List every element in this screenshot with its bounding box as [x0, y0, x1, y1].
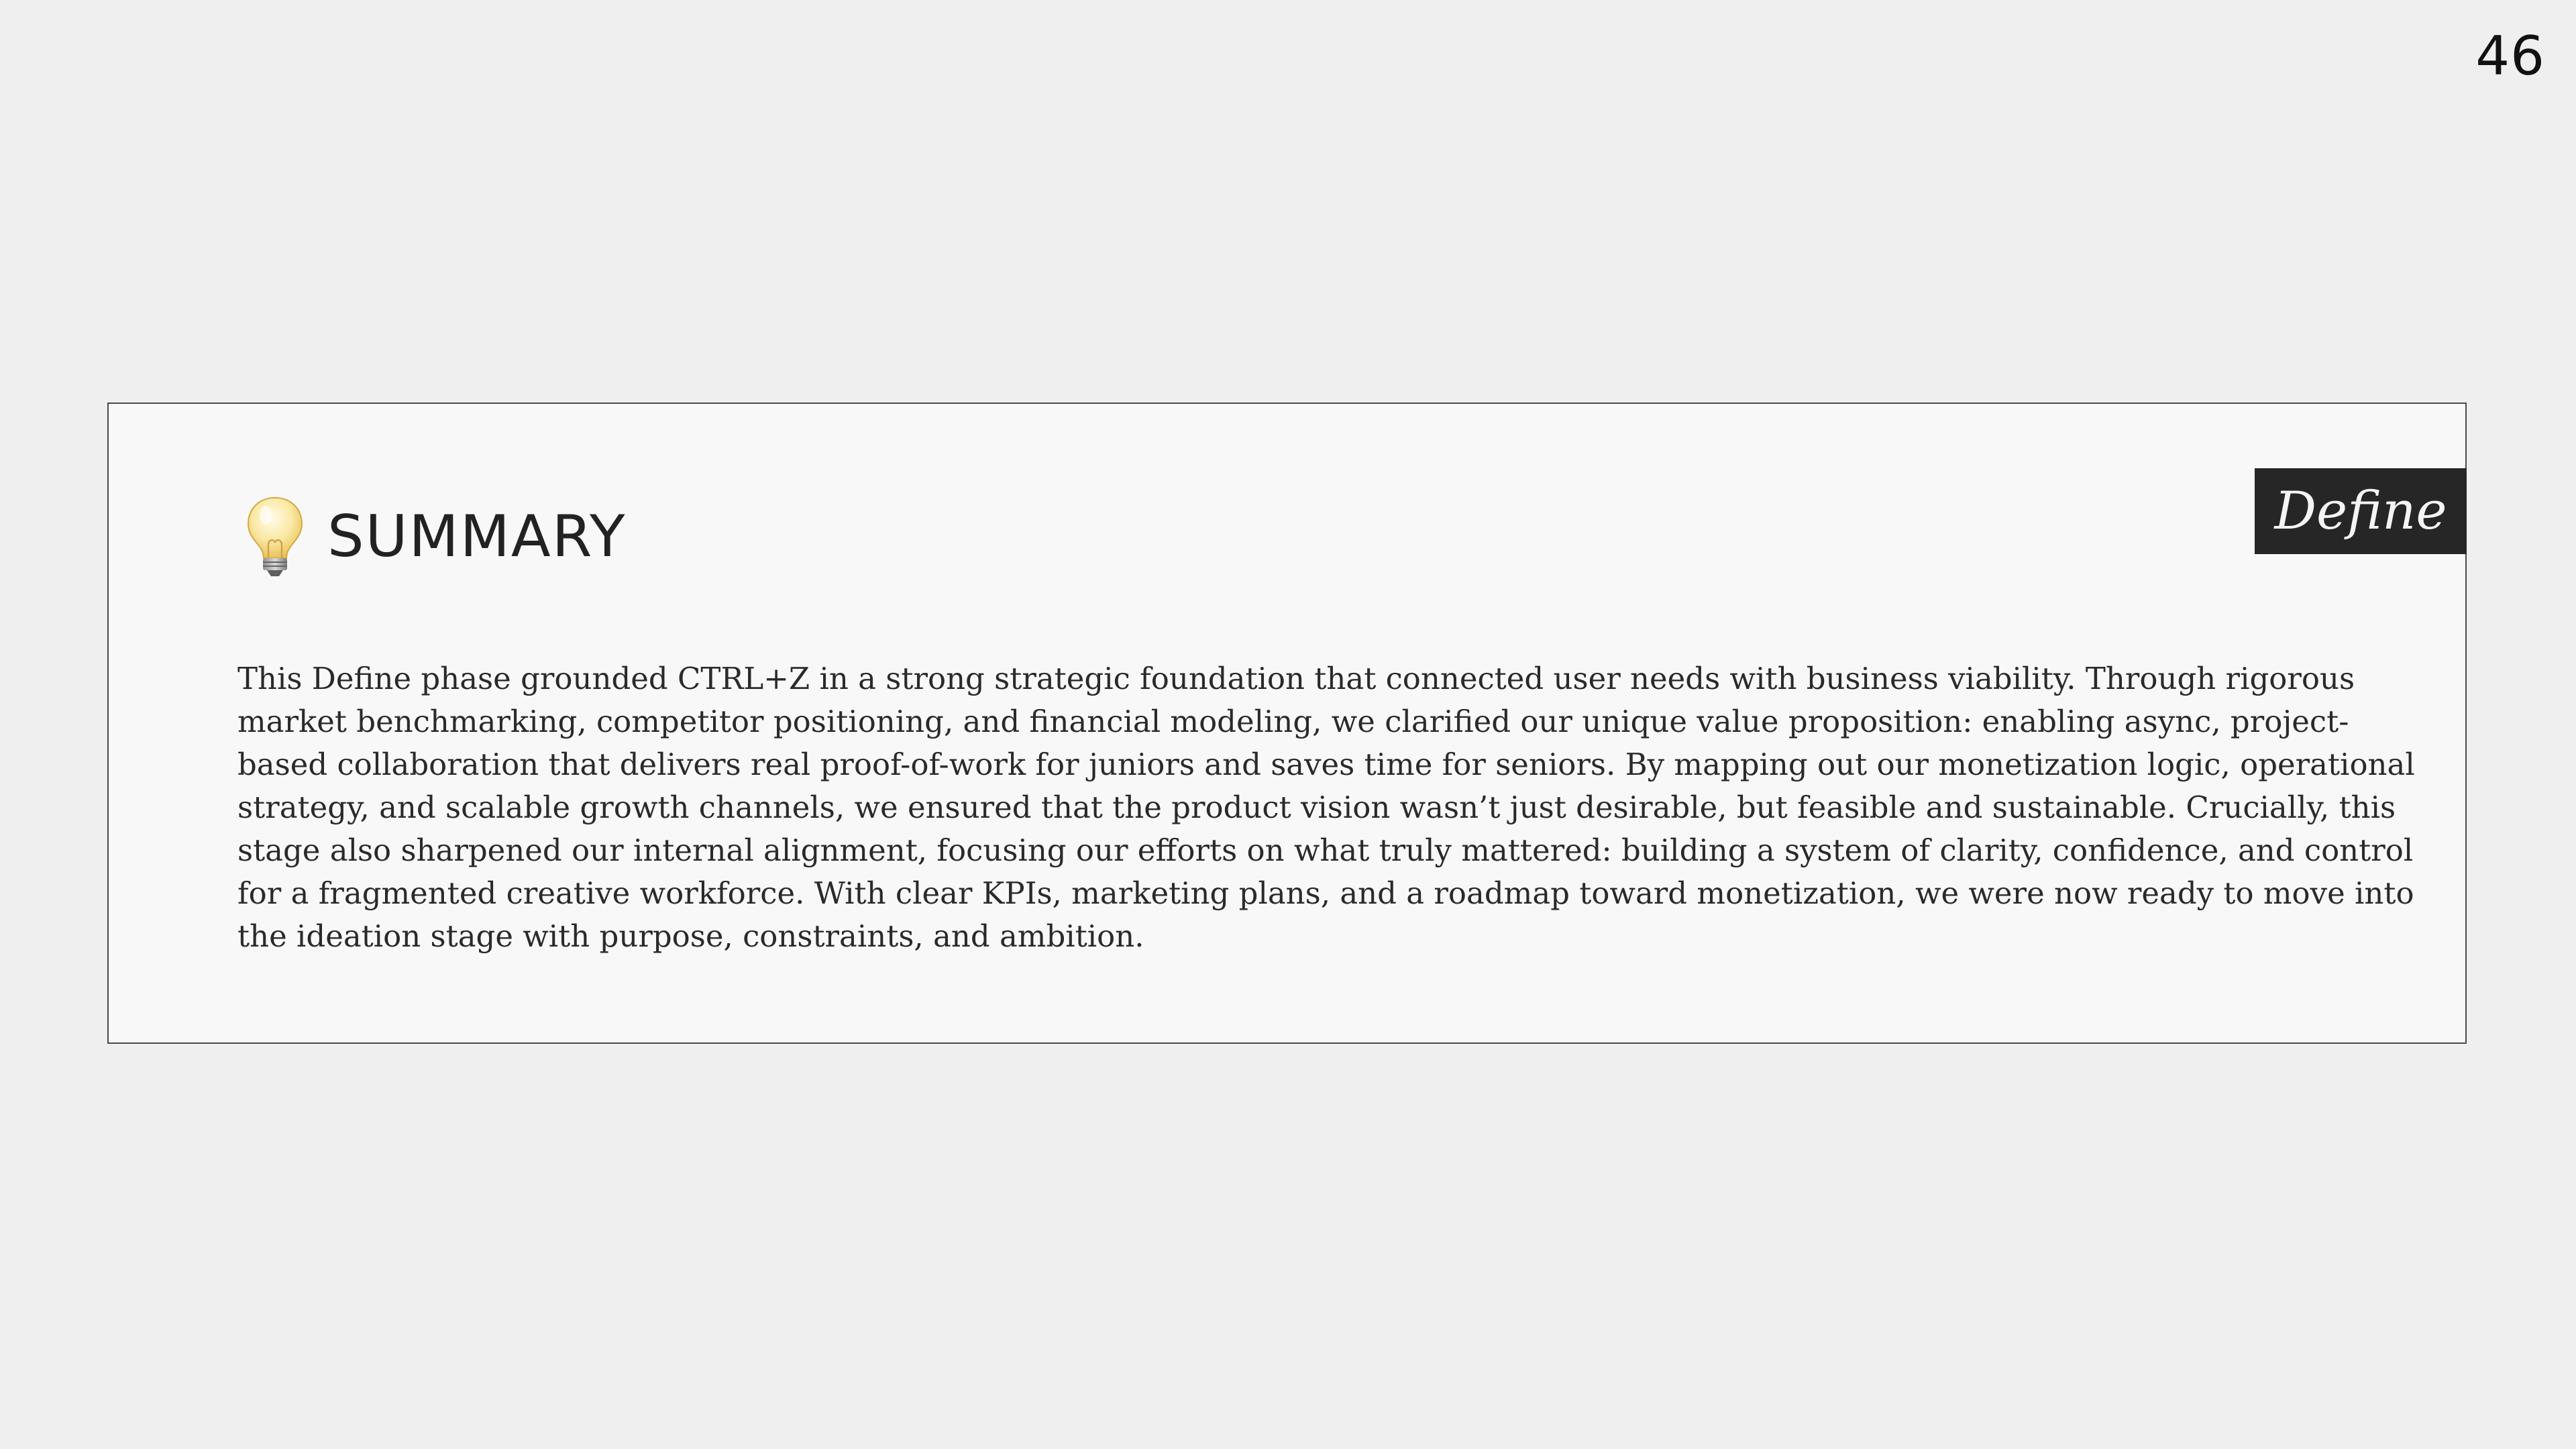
- page-number: 46: [2475, 25, 2545, 87]
- summary-card: [107, 402, 2467, 1044]
- summary-header: [243, 490, 627, 584]
- phase-tag: Define: [2255, 468, 2467, 554]
- summary-title: SUMMARY: [327, 503, 627, 570]
- summary-body: This Define phase grounded CTRL+Z in a strong strategic foundation that connected user needs with business viability. Through rigorous market benchmarking, competitor positioning, and financial modeling, we clarified our unique value proposition: enabling async, project-based collaboration that delivers real proof-of-work for juniors and saves time for seniors. By mapping out our monetization logic, operational strategy, and scalable growth channels, we ensured that the product vision wasn’t just desirable, but feasible and sustainable. Crucially, this stage also sharpened our internal alignment, focusing our efforts on what truly mattered: building a system of clarity, confidence, and control for a fragmented creative workforce. With clear KPIs, marketing plans, and a roadmap toward monetization, we were now ready to move into the ideation stage with purpose, constraints, and ambition.: [237, 661, 2415, 954]
- lightbulb-icon: [243, 494, 307, 580]
